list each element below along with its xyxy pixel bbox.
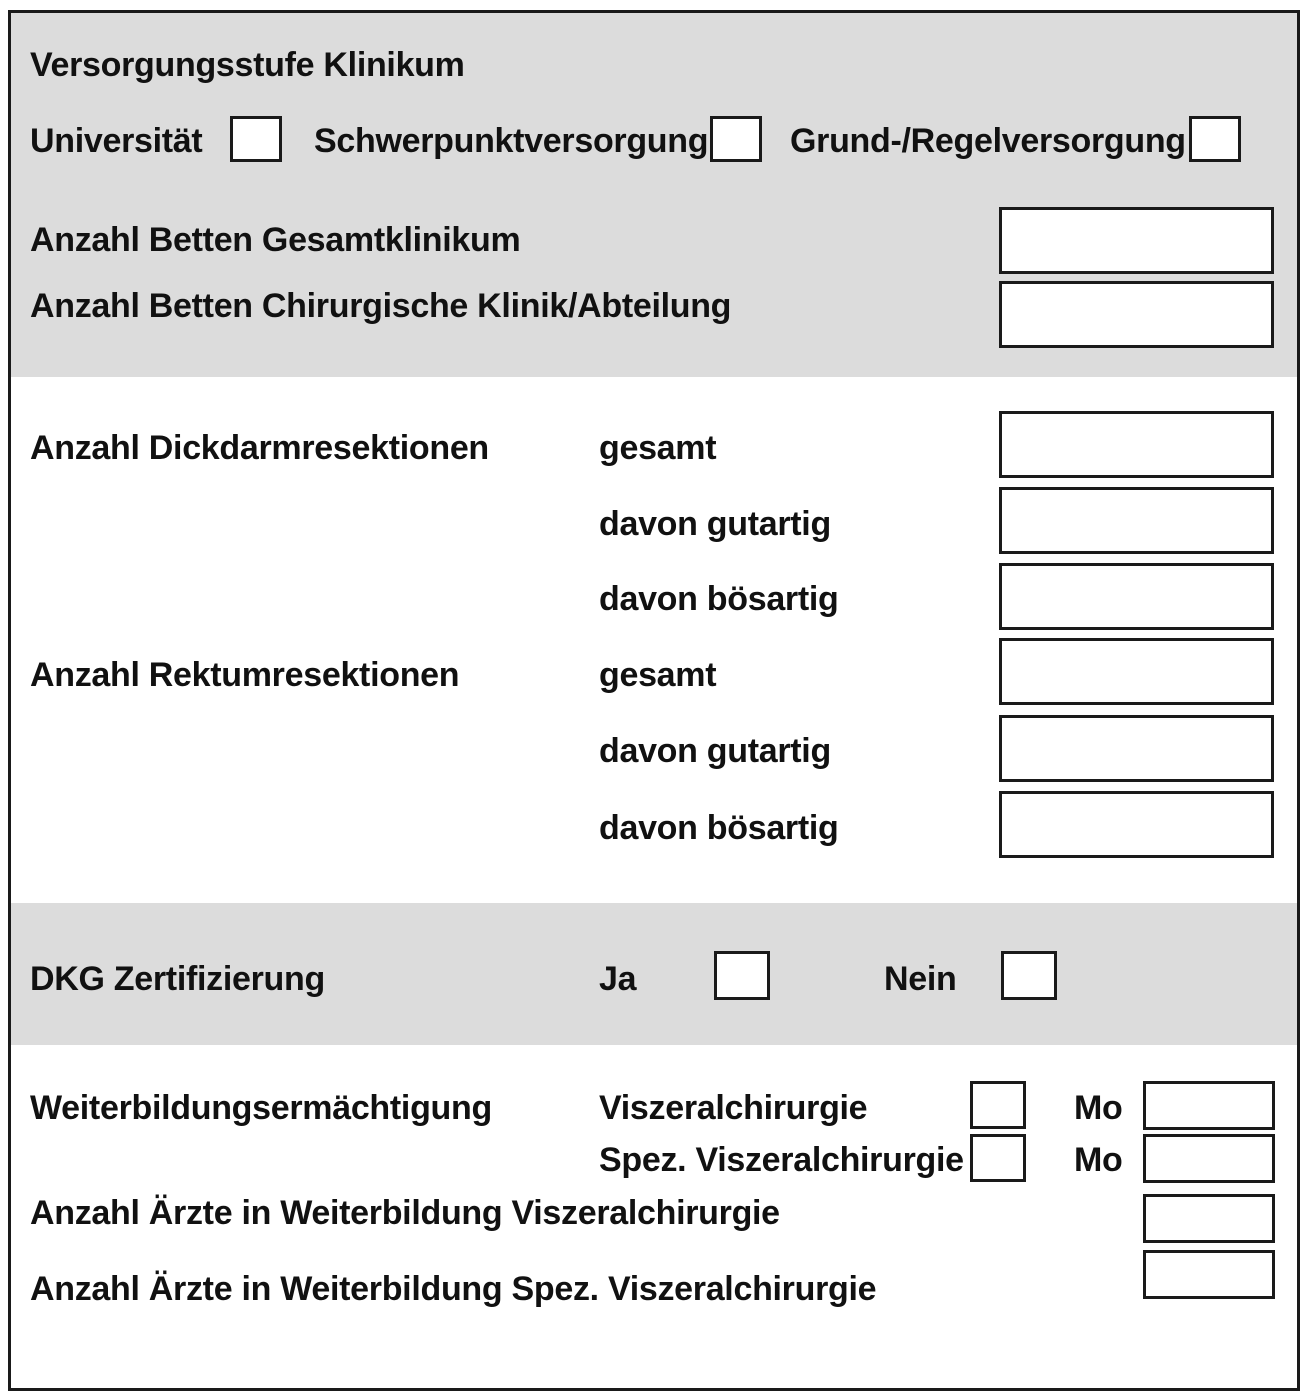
special-visceral-months-input[interactable] (1143, 1134, 1275, 1183)
visceral-months-label: Mo (1074, 1089, 1123, 1127)
checkbox-dkg-yes[interactable] (714, 951, 770, 1000)
colon-total-input[interactable] (999, 411, 1274, 478)
visceral-months-input[interactable] (1143, 1081, 1275, 1130)
checkbox-schwerpunktversorgung[interactable] (710, 116, 762, 162)
option-label-universitaet: Universität (30, 122, 203, 160)
checkbox-universitaet[interactable] (230, 116, 282, 162)
colon-resections-label: Anzahl Dickdarmresektionen (30, 429, 489, 467)
form-frame (8, 10, 1300, 1391)
beds-surgery-label: Anzahl Betten Chirurgische Klinik/Abteilung (30, 287, 732, 325)
colon-total-label: gesamt (599, 429, 717, 467)
rectum-benign-label: davon gutartig (599, 732, 831, 770)
option-label-schwerpunktversorgung: Schwerpunktversorgung (314, 122, 709, 160)
checkbox-visceral-surgery[interactable] (970, 1081, 1026, 1129)
special-visceral-surgery-label: Spez. Viszeralchirurgie (599, 1141, 964, 1179)
rectum-total-input[interactable] (999, 638, 1274, 705)
doctors-special-visceral-label: Anzahl Ärzte in Weiterbildung Spez. Viszeralchirurgie (30, 1270, 877, 1308)
section-title-versorgungsstufe: Versorgungsstufe Klinikum (30, 46, 465, 84)
doctors-visceral-input[interactable] (1143, 1194, 1275, 1243)
colon-malignant-label: davon bösartig (599, 580, 839, 618)
colon-benign-label: davon gutartig (599, 505, 831, 543)
visceral-surgery-label: Viszeralchirurgie (599, 1089, 868, 1127)
dkg-yes-label: Ja (599, 960, 637, 998)
training-authorization-label: Weiterbildungsermächtigung (30, 1089, 492, 1127)
beds-total-label: Anzahl Betten Gesamtklinikum (30, 221, 521, 259)
colon-benign-input[interactable] (999, 487, 1274, 554)
doctors-special-visceral-input[interactable] (1143, 1250, 1275, 1299)
checkbox-special-visceral-surgery[interactable] (970, 1134, 1026, 1182)
colon-malignant-input[interactable] (999, 563, 1274, 630)
dkg-no-label: Nein (884, 960, 957, 998)
option-label-grund-regelversorgung: Grund-/Regelversorgung (790, 122, 1186, 160)
special-visceral-months-label: Mo (1074, 1141, 1123, 1179)
rectum-malignant-input[interactable] (999, 791, 1274, 858)
rectum-malignant-label: davon bösartig (599, 809, 839, 847)
rectum-benign-input[interactable] (999, 715, 1274, 782)
beds-total-input[interactable] (999, 207, 1274, 274)
checkbox-dkg-no[interactable] (1001, 951, 1057, 1000)
beds-surgery-input[interactable] (999, 281, 1274, 348)
doctors-visceral-label: Anzahl Ärzte in Weiterbildung Viszeralchirurgie (30, 1194, 780, 1232)
rectum-resections-label: Anzahl Rektumresektionen (30, 656, 460, 694)
checkbox-grund-regelversorgung[interactable] (1189, 116, 1241, 162)
rectum-total-label: gesamt (599, 656, 717, 694)
dkg-certification-label: DKG Zertifizierung (30, 960, 325, 998)
